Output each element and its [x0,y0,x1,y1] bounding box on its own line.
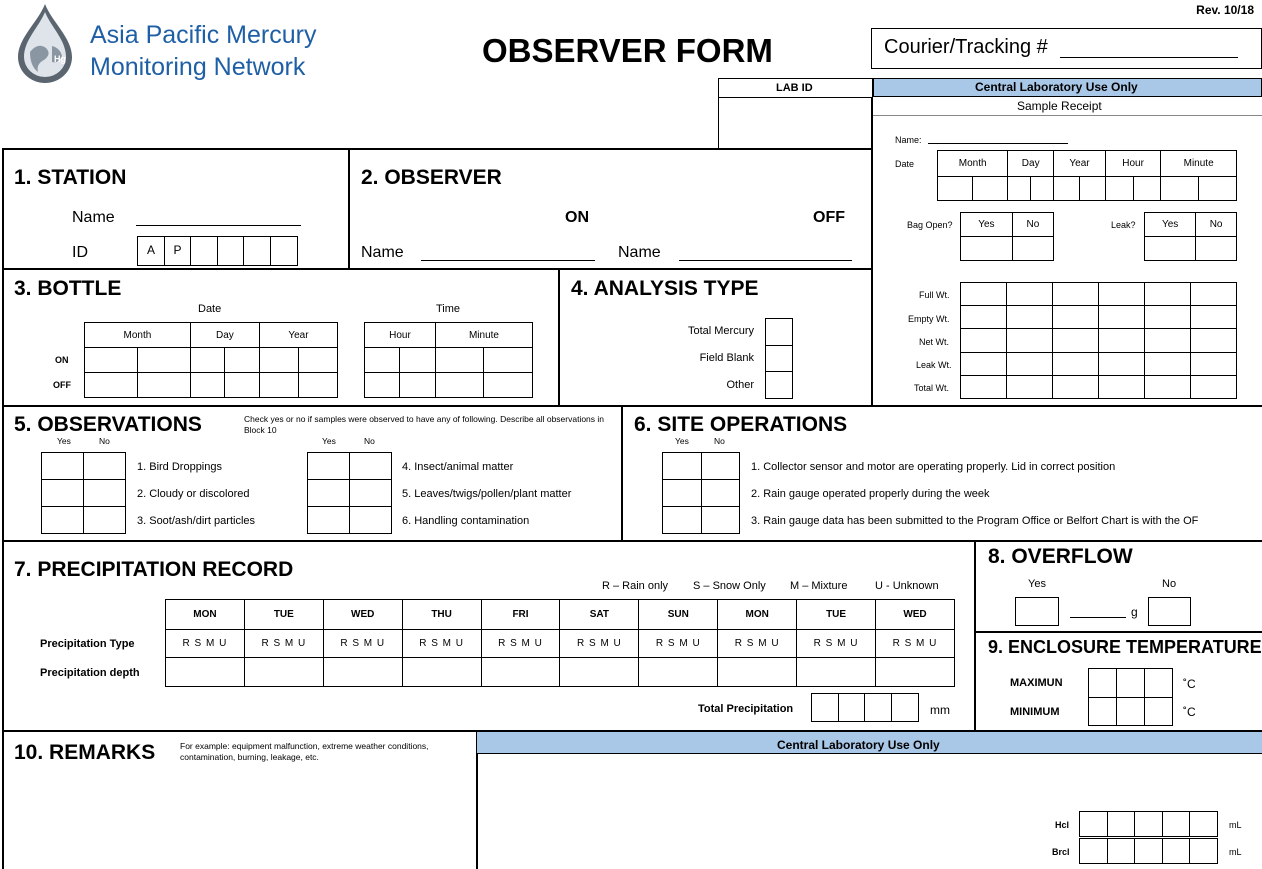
total-precip-cells [811,693,919,722]
org-name-line1: Asia Pacific Mercury [90,21,317,49]
apmmn-logo: Hg [12,2,78,84]
precip-grid: MON TUE WED THU FRI SAT SUN MON TUE WED R S M U R S M U R S M U R S M U R S M U R S M U R S M U R S M U R S M U R S M U [165,599,955,687]
receipt-date-grid: Month Day Year Hour Minute [937,150,1237,201]
enclosure-heading: 9. ENCLOSURE TEMPERATURE [988,637,1262,657]
analysis-checkboxes [765,318,793,399]
observations-note: Check yes or no if samples were observed to have any of following. Describe all observations in Block 10 [244,414,605,435]
observer-off-name-field[interactable] [679,260,852,261]
observations-right-checkboxes [307,452,392,534]
total-mercury-checkbox[interactable] [766,319,793,346]
brcl-cells [1079,838,1218,864]
hcl-cells [1079,811,1218,837]
bag-open-grid: Yes No [960,212,1054,261]
precip-heading: 7. PRECIPITATION RECORD [14,558,294,581]
revision-label: Rev. 10/18 [1196,3,1254,17]
observer-on-name-field[interactable] [421,260,595,261]
overflow-yes-box[interactable] [1015,597,1059,626]
remarks-note: For example: equipment malfunction, extreme weather conditions, contamination, burning, leakage, etc. [180,741,429,762]
central-lab-title: Central Laboratory Use Only [975,80,1138,94]
site-ops-heading: 6. SITE OPERATIONS [634,413,848,436]
enclosure-temp-grid [1088,668,1173,726]
leak-grid: Yes No [1144,212,1237,261]
receipt-name-field[interactable] [928,143,1068,144]
station-heading: 1. STATION [14,166,127,189]
bottle-heading: 3. BOTTLE [14,277,122,300]
central-lab-title-bottom: Central Laboratory Use Only [777,738,940,752]
observer-heading: 2. OBSERVER [361,166,502,189]
courier-field[interactable] [1060,57,1238,58]
lab-id-field[interactable] [720,99,870,148]
bottle-date-grid: Month Day Year [84,322,338,398]
courier-label: Courier/Tracking # [884,36,1048,58]
other-checkbox[interactable] [766,372,793,399]
overflow-grams-field[interactable] [1070,617,1126,618]
analysis-heading: 4. ANALYSIS TYPE [571,277,759,300]
lab-id-label: LAB ID [776,82,813,94]
overflow-heading: 8. OVERFLOW [988,545,1133,568]
bottle-time-grid: Hour Minute [364,322,533,398]
weights-grid [960,282,1237,399]
org-name-line2: Monitoring Network [90,53,306,81]
site-ops-checkboxes [662,452,740,534]
field-blank-checkbox[interactable] [766,345,793,372]
overflow-no-box[interactable] [1148,597,1191,626]
page-title: OBSERVER FORM [482,32,773,69]
station-name-field[interactable] [136,225,301,226]
station-id-cells: A P [137,236,298,266]
remarks-field[interactable] [4,772,474,868]
observations-left-checkboxes [41,452,126,534]
sample-receipt-label: Sample Receipt [1017,99,1102,113]
observations-heading: 5. OBSERVATIONS [14,413,202,436]
remarks-heading: 10. REMARKS [14,741,156,764]
